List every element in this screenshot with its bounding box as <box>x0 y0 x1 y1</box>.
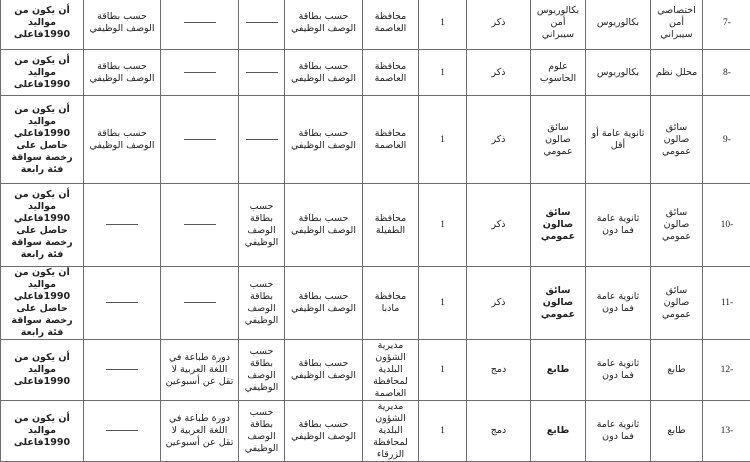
location-cell: محافظة العاصمة <box>363 96 419 184</box>
index-cell: -8 <box>703 50 750 96</box>
skills-cell: حسب بطاقة الوصف الوظيفي <box>239 267 285 340</box>
conditions-cell: أن يكون من مواليد 1990فاعلى <box>1 401 84 462</box>
job-title-cell: محلل نظم <box>651 50 703 96</box>
gender-cell: دمج <box>467 340 531 401</box>
gender-cell: ذكر <box>467 50 531 96</box>
conditions-cell: أن يكون من مواليد 1990فاعلى <box>1 0 84 50</box>
empty-dash <box>184 224 216 225</box>
tasks-cell: حسب بطاقة الوصف الوظيفي <box>285 50 363 96</box>
experience-cell <box>161 0 239 50</box>
job-title-cell: سائق صالون عمومي <box>651 96 703 184</box>
gender-cell: ذكر <box>467 267 531 340</box>
conditions-cell: أن يكون من مواليد 1990فاعلي حاصل على رخصة سواقة فئة رابعة <box>1 184 84 267</box>
conditions-cell: أن يكون من مواليد 1990فاعلى <box>1 340 84 401</box>
qualification-cell: ثانوية عامة فما دون <box>586 267 651 340</box>
index-cell: -10 <box>703 184 750 267</box>
qualification-cell: ثانوية عامة فما دون <box>586 184 651 267</box>
location-cell: محافظة العاصمة <box>363 50 419 96</box>
courses-cell: حسب بطاقة الوصف الوظيفي <box>84 0 161 50</box>
empty-dash <box>106 224 138 225</box>
specialization-cell: بكالوريوس أمن سيبراني <box>531 0 586 50</box>
job-title-cell: طابع <box>651 340 703 401</box>
courses-cell <box>84 267 161 340</box>
experience-cell <box>161 50 239 96</box>
courses-cell: حسب بطاقة الوصف الوظيفي <box>84 50 161 96</box>
qualification-cell: بكالوريوس <box>586 50 651 96</box>
count-cell: 1 <box>419 96 467 184</box>
location-cell: محافظة العاصمة <box>363 0 419 50</box>
empty-dash <box>184 72 216 73</box>
location-cell: محافظة الطفيلة <box>363 184 419 267</box>
qualification-cell: ثانوية عامة فما دون <box>586 401 651 462</box>
conditions-cell: أن يكون من مواليد 1990فاعلي حاصل على رخصة سواقة فئة رابعة <box>1 267 84 340</box>
empty-dash <box>106 302 138 303</box>
empty-dash <box>184 139 216 140</box>
count-cell: 1 <box>419 267 467 340</box>
courses-cell <box>84 340 161 401</box>
skills-cell <box>239 50 285 96</box>
location-cell: مديرية الشؤون البلدية لمحافظة العاصمة <box>363 340 419 401</box>
gender-cell: ذكر <box>467 0 531 50</box>
index-cell: -13 <box>703 401 750 462</box>
table-row <box>1 0 750 50</box>
tasks-cell: حسب بطاقة الوصف الوظيفي <box>285 184 363 267</box>
specialization-cell: علوم الحاسوب <box>531 50 586 96</box>
qualification-cell: ثانوية عامة فما دون <box>586 340 651 401</box>
specialization-cell: سائق صالون عمومي <box>531 184 586 267</box>
table-row <box>1 50 750 96</box>
skills-cell: حسب بطاقة الوصف الوظيفي <box>239 401 285 462</box>
location-cell: مديرية الشؤون البلدية لمحافظة الزرقاء <box>363 401 419 462</box>
experience-cell <box>161 267 239 340</box>
location-cell: محافظة مادبا <box>363 267 419 340</box>
empty-dash <box>106 430 138 431</box>
qualification-cell: بكالوريوس <box>586 0 651 50</box>
specialization-cell: سائق صالون عمومي <box>531 96 586 184</box>
skills-cell: حسب بطاقة الوصف الوظيفي <box>239 340 285 401</box>
courses-cell <box>84 184 161 267</box>
gender-cell: ذكر <box>467 96 531 184</box>
table-row <box>1 96 750 184</box>
conditions-cell: أن يكون من مواليد 1990فاعلى <box>1 50 84 96</box>
specialization-cell: طابع <box>531 401 586 462</box>
experience-cell <box>161 96 239 184</box>
experience-cell <box>161 184 239 267</box>
job-title-cell: سائق صالون عمومي <box>651 267 703 340</box>
job-title-cell: طابع <box>651 401 703 462</box>
count-cell: 1 <box>419 184 467 267</box>
skills-cell: حسب بطاقة الوصف الوظيفي <box>239 184 285 267</box>
experience-cell: دورة طباعة في اللغة العربية لا تقل عن أسبوعين <box>161 401 239 462</box>
conditions-cell: أن يكون من مواليد 1990فاعلي حاصل على رخصة سواقة فئة رابعة <box>1 96 84 184</box>
job-title-cell: اختصاصي أمن سيبراني <box>651 0 703 50</box>
qualification-cell: ثانوية عامة أو أقل <box>586 96 651 184</box>
index-cell: -7 <box>703 0 750 50</box>
skills-cell <box>239 0 285 50</box>
count-cell: 1 <box>419 50 467 96</box>
experience-cell: دورة طباعة في اللغة العربية لا تقل عن أسبوعين <box>161 340 239 401</box>
tasks-cell: حسب بطاقة الوصف الوظيفي <box>285 0 363 50</box>
empty-dash <box>246 139 278 140</box>
table-row <box>1 184 750 267</box>
empty-dash <box>246 22 278 23</box>
tasks-cell: حسب بطاقة الوصف الوظيفي <box>285 96 363 184</box>
table-row <box>1 267 750 340</box>
specialization-cell: طابع <box>531 340 586 401</box>
tasks-cell: حسب بطاقة الوصف الوظيفي <box>285 340 363 401</box>
skills-cell <box>239 96 285 184</box>
courses-cell: حسب بطاقة الوصف الوظيفي <box>84 96 161 184</box>
index-cell: -11 <box>703 267 750 340</box>
empty-dash <box>246 72 278 73</box>
index-cell: -9 <box>703 96 750 184</box>
gender-cell: دمج <box>467 401 531 462</box>
empty-dash <box>184 302 216 303</box>
table-row <box>1 340 750 401</box>
courses-cell <box>84 401 161 462</box>
index-cell: -12 <box>703 340 750 401</box>
job-title-cell: سائق صالون عمومي <box>651 184 703 267</box>
empty-dash <box>184 22 216 23</box>
table-row <box>1 401 750 462</box>
tasks-cell: حسب بطاقة الوصف الوظيفي <box>285 267 363 340</box>
empty-dash <box>106 369 138 370</box>
count-cell: 1 <box>419 340 467 401</box>
tasks-cell: حسب بطاقة الوصف الوظيفي <box>285 401 363 462</box>
gender-cell: ذكر <box>467 184 531 267</box>
count-cell: 1 <box>419 0 467 50</box>
specialization-cell: سائق صالون عمومي <box>531 267 586 340</box>
count-cell: 1 <box>419 401 467 462</box>
